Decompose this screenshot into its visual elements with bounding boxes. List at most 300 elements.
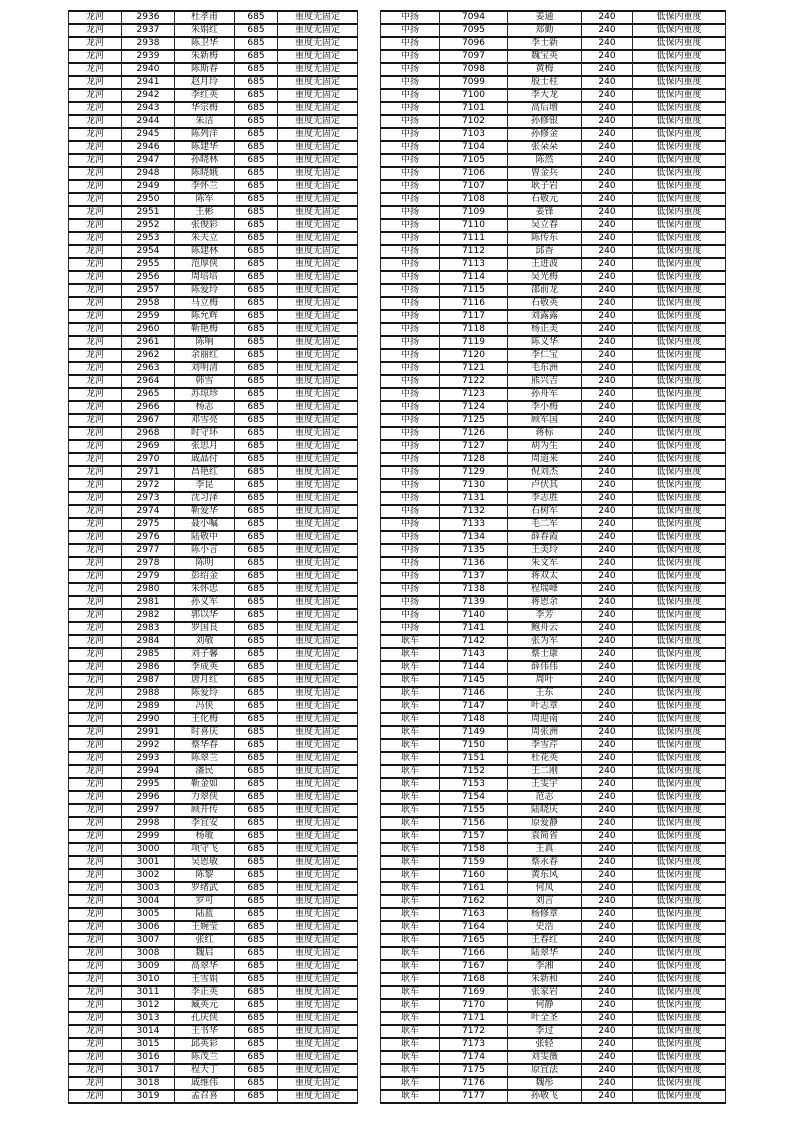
cell-town: 龙河 <box>69 24 122 37</box>
cell-person-name: 周叶 <box>508 674 582 687</box>
cell-category: 重度无固定 <box>278 934 358 947</box>
cell-town: 龙河 <box>69 934 122 947</box>
cell-id: 2998 <box>122 817 175 830</box>
cell-category: 低保内重度 <box>633 24 726 37</box>
cell-person-name: 孟召喜 <box>175 1090 235 1103</box>
cell-town: 耿车 <box>381 895 440 908</box>
cell-id: 2997 <box>122 804 175 817</box>
cell-person-name: 陈翠兰 <box>175 752 235 765</box>
table-row <box>381 310 726 323</box>
cell-amount: 685 <box>235 219 278 232</box>
table-row <box>69 1025 358 1038</box>
table-row <box>69 648 358 661</box>
cell-id: 7107 <box>440 180 508 193</box>
cell-town: 耿车 <box>381 713 440 726</box>
cell-id: 2989 <box>122 700 175 713</box>
cell-town: 龙河 <box>69 258 122 271</box>
cell-town: 龙河 <box>69 674 122 687</box>
cell-id: 7145 <box>440 674 508 687</box>
cell-category: 低保内重度 <box>633 921 726 934</box>
cell-id: 2942 <box>122 89 175 102</box>
cell-person-name: 陆翠华 <box>508 947 582 960</box>
cell-town: 中扬 <box>381 258 440 271</box>
cell-category: 重度无固定 <box>278 531 358 544</box>
cell-category: 重度无固定 <box>278 752 358 765</box>
cell-category: 重度无固定 <box>278 271 358 284</box>
table-row <box>69 1077 358 1090</box>
cell-person-name: 薛春霞 <box>508 531 582 544</box>
cell-category: 重度无固定 <box>278 817 358 830</box>
cell-town: 龙河 <box>69 661 122 674</box>
cell-id: 7135 <box>440 544 508 557</box>
cell-town: 中扬 <box>381 24 440 37</box>
cell-amount: 685 <box>235 986 278 999</box>
cell-amount: 240 <box>582 739 633 752</box>
cell-person-name: 蔡士康 <box>508 648 582 661</box>
cell-id: 7124 <box>440 401 508 414</box>
cell-category: 低保内重度 <box>633 154 726 167</box>
cell-id: 2951 <box>122 206 175 219</box>
cell-category: 低保内重度 <box>633 713 726 726</box>
cell-town: 耿车 <box>381 700 440 713</box>
cell-id: 2981 <box>122 596 175 609</box>
cell-town: 耿车 <box>381 765 440 778</box>
table-row <box>69 999 358 1012</box>
cell-person-name: 陈建林 <box>175 245 235 258</box>
cell-id: 7168 <box>440 973 508 986</box>
cell-category: 重度无固定 <box>278 622 358 635</box>
table-row <box>69 167 358 180</box>
table-row <box>69 921 358 934</box>
cell-id: 7126 <box>440 427 508 440</box>
cell-amount: 685 <box>235 505 278 518</box>
table-row <box>69 609 358 622</box>
cell-person-name: 周迎南 <box>508 713 582 726</box>
cell-category: 重度无固定 <box>278 557 358 570</box>
cell-town: 龙河 <box>69 1012 122 1025</box>
cell-town: 龙河 <box>69 882 122 895</box>
cell-id: 2992 <box>122 739 175 752</box>
cell-id: 2976 <box>122 531 175 544</box>
table-row <box>69 661 358 674</box>
cell-id: 2950 <box>122 193 175 206</box>
cell-amount: 685 <box>235 973 278 986</box>
cell-category: 低保内重度 <box>633 986 726 999</box>
cell-category: 低保内重度 <box>633 830 726 843</box>
cell-town: 龙河 <box>69 544 122 557</box>
cell-town: 龙河 <box>69 1051 122 1064</box>
cell-town: 中扬 <box>381 11 440 24</box>
cell-person-name: 刘子馨 <box>175 648 235 661</box>
cell-category: 低保内重度 <box>633 882 726 895</box>
cell-amount: 685 <box>235 947 278 960</box>
cell-person-name: 聂小嘱 <box>175 518 235 531</box>
cell-category: 重度无固定 <box>278 713 358 726</box>
table-row <box>381 63 726 76</box>
cell-category: 低保内重度 <box>633 206 726 219</box>
cell-category: 重度无固定 <box>278 180 358 193</box>
cell-id: 2943 <box>122 102 175 115</box>
cell-id: 7166 <box>440 947 508 960</box>
cell-id: 2980 <box>122 583 175 596</box>
cell-category: 低保内重度 <box>633 726 726 739</box>
table-row <box>381 349 726 362</box>
cell-category: 重度无固定 <box>278 115 358 128</box>
cell-amount: 240 <box>582 557 633 570</box>
cell-id: 3005 <box>122 908 175 921</box>
cell-town: 龙河 <box>69 791 122 804</box>
cell-town: 中扬 <box>381 76 440 89</box>
cell-person-name: 戚晶付 <box>175 453 235 466</box>
cell-category: 低保内重度 <box>633 453 726 466</box>
cell-amount: 685 <box>235 596 278 609</box>
cell-person-name: 戚维伟 <box>175 1077 235 1090</box>
cell-town: 耿车 <box>381 726 440 739</box>
cell-category: 低保内重度 <box>633 895 726 908</box>
cell-amount: 685 <box>235 453 278 466</box>
cell-person-name: 陈爱玲 <box>175 687 235 700</box>
cell-town: 龙河 <box>69 336 122 349</box>
cell-id: 7123 <box>440 388 508 401</box>
cell-id: 7167 <box>440 960 508 973</box>
cell-category: 重度无固定 <box>278 700 358 713</box>
cell-town: 中扬 <box>381 492 440 505</box>
table-row <box>69 310 358 323</box>
cell-category: 重度无固定 <box>278 245 358 258</box>
table-row <box>381 531 726 544</box>
cell-town: 龙河 <box>69 999 122 1012</box>
cell-person-name: 倪刘杰 <box>508 466 582 479</box>
cell-amount: 685 <box>235 232 278 245</box>
cell-amount: 685 <box>235 921 278 934</box>
cell-amount: 240 <box>582 297 633 310</box>
table-row <box>381 323 726 336</box>
table-row <box>69 388 358 401</box>
cell-town: 龙河 <box>69 843 122 856</box>
cell-id: 7147 <box>440 700 508 713</box>
cell-person-name: 李红英 <box>175 89 235 102</box>
cell-amount: 240 <box>582 414 633 427</box>
cell-person-name: 熊兴吉 <box>508 375 582 388</box>
cell-town: 龙河 <box>69 804 122 817</box>
table-row <box>381 466 726 479</box>
cell-town: 龙河 <box>69 37 122 50</box>
cell-amount: 685 <box>235 817 278 830</box>
cell-amount: 240 <box>582 115 633 128</box>
cell-town: 龙河 <box>69 609 122 622</box>
cell-id: 7148 <box>440 713 508 726</box>
cell-amount: 685 <box>235 739 278 752</box>
cell-person-name: 原爱静 <box>508 817 582 830</box>
table-row <box>69 89 358 102</box>
cell-town: 龙河 <box>69 245 122 258</box>
cell-category: 低保内重度 <box>633 674 726 687</box>
table-row <box>381 414 726 427</box>
table-row <box>69 687 358 700</box>
cell-id: 7102 <box>440 115 508 128</box>
cell-person-name: 陆晓庆 <box>508 804 582 817</box>
table-row <box>381 1051 726 1064</box>
cell-town: 中扬 <box>381 414 440 427</box>
cell-person-name: 刘露露 <box>508 310 582 323</box>
cell-id: 2944 <box>122 115 175 128</box>
cell-person-name: 姜通 <box>508 11 582 24</box>
cell-person-name: 杜孝甫 <box>175 11 235 24</box>
table-row <box>69 245 358 258</box>
cell-amount: 685 <box>235 76 278 89</box>
cell-amount: 685 <box>235 1077 278 1090</box>
cell-person-name: 王化梅 <box>175 713 235 726</box>
cell-category: 重度无固定 <box>278 375 358 388</box>
cell-town: 中扬 <box>381 375 440 388</box>
cell-person-name: 邱英彩 <box>175 1038 235 1051</box>
cell-town: 龙河 <box>69 362 122 375</box>
cell-amount: 685 <box>235 1038 278 1051</box>
cell-category: 低保内重度 <box>633 544 726 557</box>
cell-person-name: 王进波 <box>508 258 582 271</box>
cell-category: 重度无固定 <box>278 804 358 817</box>
cell-amount: 240 <box>582 1051 633 1064</box>
cell-category: 重度无固定 <box>278 401 358 414</box>
table-row <box>381 947 726 960</box>
cell-amount: 240 <box>582 856 633 869</box>
cell-amount: 685 <box>235 310 278 323</box>
cell-category: 重度无固定 <box>278 986 358 999</box>
cell-town: 龙河 <box>69 1064 122 1077</box>
cell-amount: 685 <box>235 271 278 284</box>
cell-category: 低保内重度 <box>633 89 726 102</box>
cell-id: 3019 <box>122 1090 175 1103</box>
cell-amount: 240 <box>582 817 633 830</box>
cell-town: 中扬 <box>381 232 440 245</box>
table-row <box>69 726 358 739</box>
cell-town: 龙河 <box>69 388 122 401</box>
cell-amount: 685 <box>235 960 278 973</box>
cell-category: 低保内重度 <box>633 765 726 778</box>
cell-person-name: 孙修银 <box>508 115 582 128</box>
cell-town: 龙河 <box>69 817 122 830</box>
table-row <box>69 869 358 882</box>
cell-category: 重度无固定 <box>278 427 358 440</box>
cell-amount: 685 <box>235 388 278 401</box>
cell-category: 重度无固定 <box>278 687 358 700</box>
cell-amount: 685 <box>235 11 278 24</box>
roster-table-left <box>68 10 358 1104</box>
cell-category: 低保内重度 <box>633 50 726 63</box>
cell-town: 耿车 <box>381 1025 440 1038</box>
cell-town: 耿车 <box>381 843 440 856</box>
cell-category: 重度无固定 <box>278 11 358 24</box>
table-row <box>69 843 358 856</box>
cell-person-name: 魏启 <box>175 947 235 960</box>
cell-id: 3014 <box>122 1025 175 1038</box>
cell-town: 耿车 <box>381 752 440 765</box>
cell-category: 重度无固定 <box>278 544 358 557</box>
cell-id: 7106 <box>440 167 508 180</box>
cell-category: 重度无固定 <box>278 843 358 856</box>
cell-category: 重度无固定 <box>278 869 358 882</box>
cell-category: 重度无固定 <box>278 856 358 869</box>
cell-person-name: 杨正美 <box>508 323 582 336</box>
table-row <box>381 505 726 518</box>
cell-person-name: 蒋双太 <box>508 570 582 583</box>
cell-category: 低保内重度 <box>633 947 726 960</box>
cell-id: 7142 <box>440 635 508 648</box>
cell-person-name: 卢伏其 <box>508 479 582 492</box>
cell-amount: 240 <box>582 843 633 856</box>
cell-category: 重度无固定 <box>278 570 358 583</box>
cell-person-name: 蔡华春 <box>175 739 235 752</box>
cell-person-name: 孙舟军 <box>508 388 582 401</box>
cell-person-name: 朱洁 <box>175 115 235 128</box>
cell-town: 龙河 <box>69 570 122 583</box>
cell-town: 龙河 <box>69 466 122 479</box>
table-row <box>69 154 358 167</box>
cell-id: 2982 <box>122 609 175 622</box>
cell-person-name: 蒋标 <box>508 427 582 440</box>
cell-person-name: 范厚侠 <box>175 258 235 271</box>
cell-id: 7103 <box>440 128 508 141</box>
table-row <box>381 856 726 869</box>
cell-town: 中扬 <box>381 89 440 102</box>
cell-amount: 685 <box>235 1064 278 1077</box>
cell-town: 耿车 <box>381 791 440 804</box>
cell-id: 2948 <box>122 167 175 180</box>
cell-town: 龙河 <box>69 63 122 76</box>
table-row <box>381 1064 726 1077</box>
cell-town: 龙河 <box>69 908 122 921</box>
cell-town: 龙河 <box>69 895 122 908</box>
table-row <box>69 323 358 336</box>
cell-person-name: 邵前龙 <box>508 284 582 297</box>
table-row <box>69 713 358 726</box>
cell-person-name: 石树军 <box>508 505 582 518</box>
cell-category: 低保内重度 <box>633 609 726 622</box>
cell-id: 7154 <box>440 791 508 804</box>
table-row <box>381 388 726 401</box>
cell-category: 低保内重度 <box>633 479 726 492</box>
cell-town: 中扬 <box>381 505 440 518</box>
table-row <box>381 362 726 375</box>
cell-category: 低保内重度 <box>633 1012 726 1025</box>
cell-person-name: 唐月红 <box>175 674 235 687</box>
cell-person-name: 华宗梅 <box>175 102 235 115</box>
cell-town: 龙河 <box>69 167 122 180</box>
cell-id: 7174 <box>440 1051 508 1064</box>
table-row <box>69 336 358 349</box>
cell-person-name: 史浩 <box>508 921 582 934</box>
cell-id: 7114 <box>440 271 508 284</box>
cell-id: 2967 <box>122 414 175 427</box>
table-row <box>381 557 726 570</box>
table-row <box>381 297 726 310</box>
cell-category: 低保内重度 <box>633 336 726 349</box>
cell-person-name: 吴光梅 <box>508 271 582 284</box>
cell-town: 中扬 <box>381 609 440 622</box>
cell-amount: 685 <box>235 167 278 180</box>
cell-id: 7125 <box>440 414 508 427</box>
cell-id: 7152 <box>440 765 508 778</box>
cell-town: 耿车 <box>381 661 440 674</box>
cell-id: 2984 <box>122 635 175 648</box>
cell-amount: 240 <box>582 765 633 778</box>
cell-category: 重度无固定 <box>278 219 358 232</box>
cell-amount: 685 <box>235 401 278 414</box>
cell-person-name: 陈义华 <box>508 336 582 349</box>
cell-person-name: 赵月玲 <box>175 76 235 89</box>
cell-amount: 685 <box>235 492 278 505</box>
cell-person-name: 张红 <box>175 934 235 947</box>
cell-id: 7141 <box>440 622 508 635</box>
cell-amount: 240 <box>582 141 633 154</box>
cell-amount: 685 <box>235 622 278 635</box>
cell-person-name: 孙敬飞 <box>508 1090 582 1103</box>
cell-town: 龙河 <box>69 271 122 284</box>
cell-person-name: 孙修金 <box>508 128 582 141</box>
cell-town: 耿车 <box>381 778 440 791</box>
table-row <box>381 739 726 752</box>
table-row <box>381 648 726 661</box>
cell-person-name: 杜花英 <box>508 752 582 765</box>
cell-category: 低保内重度 <box>633 245 726 258</box>
cell-id: 2955 <box>122 258 175 271</box>
cell-id: 7097 <box>440 50 508 63</box>
table-row <box>69 63 358 76</box>
cell-amount: 240 <box>582 596 633 609</box>
cell-person-name: 李怀兰 <box>175 180 235 193</box>
cell-category: 低保内重度 <box>633 700 726 713</box>
cell-category: 低保内重度 <box>633 414 726 427</box>
cell-amount: 685 <box>235 518 278 531</box>
cell-id: 2946 <box>122 141 175 154</box>
cell-category: 低保内重度 <box>633 375 726 388</box>
table-row <box>69 505 358 518</box>
cell-category: 重度无固定 <box>278 50 358 63</box>
cell-person-name: 王雪娟 <box>175 973 235 986</box>
cell-category: 重度无固定 <box>278 24 358 37</box>
cell-id: 2999 <box>122 830 175 843</box>
cell-category: 低保内重度 <box>633 635 726 648</box>
table-row <box>69 596 358 609</box>
cell-person-name: 曾金兵 <box>508 167 582 180</box>
table-row <box>69 271 358 284</box>
cell-amount: 685 <box>235 635 278 648</box>
cell-person-name: 靳艳梅 <box>175 323 235 336</box>
table-row <box>69 219 358 232</box>
cell-id: 2983 <box>122 622 175 635</box>
cell-id: 2962 <box>122 349 175 362</box>
cell-town: 中扬 <box>381 271 440 284</box>
cell-category: 重度无固定 <box>278 440 358 453</box>
table-row <box>69 193 358 206</box>
cell-amount: 240 <box>582 427 633 440</box>
cell-amount: 240 <box>582 674 633 687</box>
cell-town: 中扬 <box>381 453 440 466</box>
cell-id: 3004 <box>122 895 175 908</box>
cell-id: 7170 <box>440 999 508 1012</box>
table-row <box>69 752 358 765</box>
cell-amount: 240 <box>582 206 633 219</box>
table-row <box>69 518 358 531</box>
cell-town: 龙河 <box>69 713 122 726</box>
table-row <box>69 817 358 830</box>
cell-amount: 685 <box>235 349 278 362</box>
table-row <box>381 24 726 37</box>
cell-town: 耿车 <box>381 869 440 882</box>
cell-id: 2966 <box>122 401 175 414</box>
table-row <box>69 492 358 505</box>
cell-person-name: 魏宝英 <box>508 50 582 63</box>
